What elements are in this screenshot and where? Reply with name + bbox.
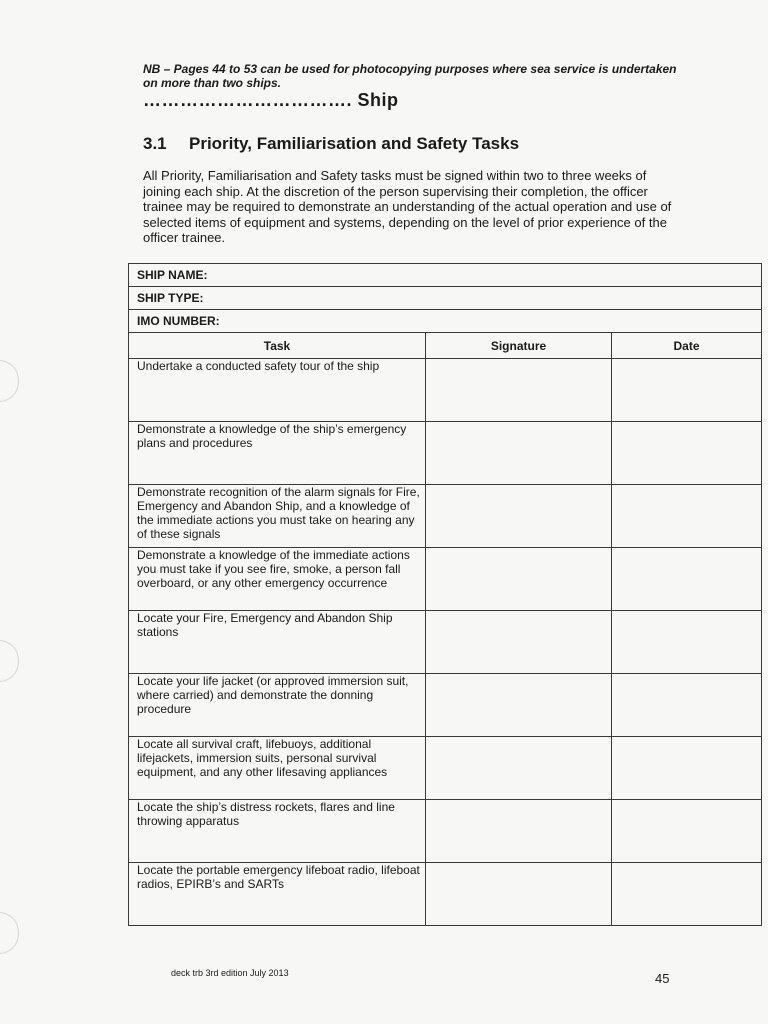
table-row [129, 611, 762, 674]
section-number: 3.1 [143, 134, 167, 153]
signature-cell[interactable] [426, 863, 612, 926]
tasks-form-table [128, 263, 762, 926]
page-number: 45 [655, 971, 670, 986]
task-description: Locate your Fire, Emergency and Abandon Ship stations [129, 611, 426, 674]
date-cell[interactable] [612, 800, 762, 863]
task-description: Demonstrate a knowledge of the immediate actions you must take if you see fire, smoke, a person fall overboard, or any other emergency occurrence [129, 548, 426, 611]
table-row [129, 548, 762, 611]
date-cell[interactable] [612, 359, 762, 422]
column-header-signature: Signature [426, 333, 612, 359]
punch-hole-mark [0, 912, 19, 954]
ship-name-field[interactable] [129, 264, 762, 287]
nb-note: NB – Pages 44 to 53 can be used for photocopying purposes where sea service is undertaken on more than two ships. [143, 62, 677, 90]
date-cell[interactable] [612, 548, 762, 611]
task-description: Demonstrate a knowledge of the ship’s emergency plans and procedures [129, 422, 426, 485]
section-title [143, 134, 519, 154]
table-row [129, 863, 762, 926]
table-row [129, 359, 762, 422]
signature-cell[interactable] [426, 674, 612, 737]
imo-number-field[interactable] [129, 310, 762, 333]
task-description: Undertake a conducted safety tour of the ship [129, 359, 426, 422]
signature-cell[interactable] [426, 737, 612, 800]
signature-cell[interactable] [426, 359, 612, 422]
task-description: Locate the ship’s distress rockets, flares and line throwing apparatus [129, 800, 426, 863]
task-description: Locate your life jacket (or approved immersion suit, where carried) and demonstrate the donning procedure [129, 674, 426, 737]
table-row [129, 422, 762, 485]
punch-hole-mark [0, 360, 19, 402]
table-row [129, 800, 762, 863]
table-row [129, 674, 762, 737]
intro-paragraph: All Priority, Familiarisation and Safety tasks must be signed within two to three weeks of joining each ship. At the discretion of the person supervising their completion, the officer trainee may be required to demonstrate an understanding of the actual operation and use of selected items of equipment and systems, depending on the level of prior experience of the officer trainee. [143, 168, 672, 245]
table-row [129, 737, 762, 800]
signature-cell[interactable] [426, 611, 612, 674]
task-description: Locate all survival craft, lifebuoys, additional lifejackets, immersion suits, personal survival equipment, and any other lifesaving appliances [129, 737, 426, 800]
table-row [129, 485, 762, 548]
signature-cell[interactable] [426, 548, 612, 611]
section-title-text: Priority, Familiarisation and Safety Tasks [189, 134, 520, 153]
ship-heading: ……………………………. Ship [143, 90, 399, 110]
task-description: Demonstrate recognition of the alarm signals for Fire, Emergency and Abandon Ship, and a knowledge of the immediate actions you must take on hearing any of these signals [129, 485, 426, 548]
signature-cell[interactable] [426, 800, 612, 863]
task-description: Locate the portable emergency lifeboat radio, lifeboat radios, EPIRB’s and SARTs [129, 863, 426, 926]
date-cell[interactable] [612, 863, 762, 926]
column-header-date: Date [612, 333, 762, 359]
footer-edition: deck trb 3rd edition July 2013 [171, 968, 289, 978]
ship-type-label: SHIP TYPE: [137, 291, 204, 305]
column-header-task: Task [129, 333, 426, 359]
ship-type-field[interactable] [129, 287, 762, 310]
signature-cell[interactable] [426, 422, 612, 485]
date-cell[interactable] [612, 611, 762, 674]
date-cell[interactable] [612, 422, 762, 485]
date-cell[interactable] [612, 737, 762, 800]
punch-hole-mark [0, 640, 19, 682]
date-cell[interactable] [612, 485, 762, 548]
date-cell[interactable] [612, 674, 762, 737]
signature-cell[interactable] [426, 485, 612, 548]
imo-number-label: IMO NUMBER: [137, 314, 220, 328]
ship-name-label: SHIP NAME: [137, 268, 208, 282]
